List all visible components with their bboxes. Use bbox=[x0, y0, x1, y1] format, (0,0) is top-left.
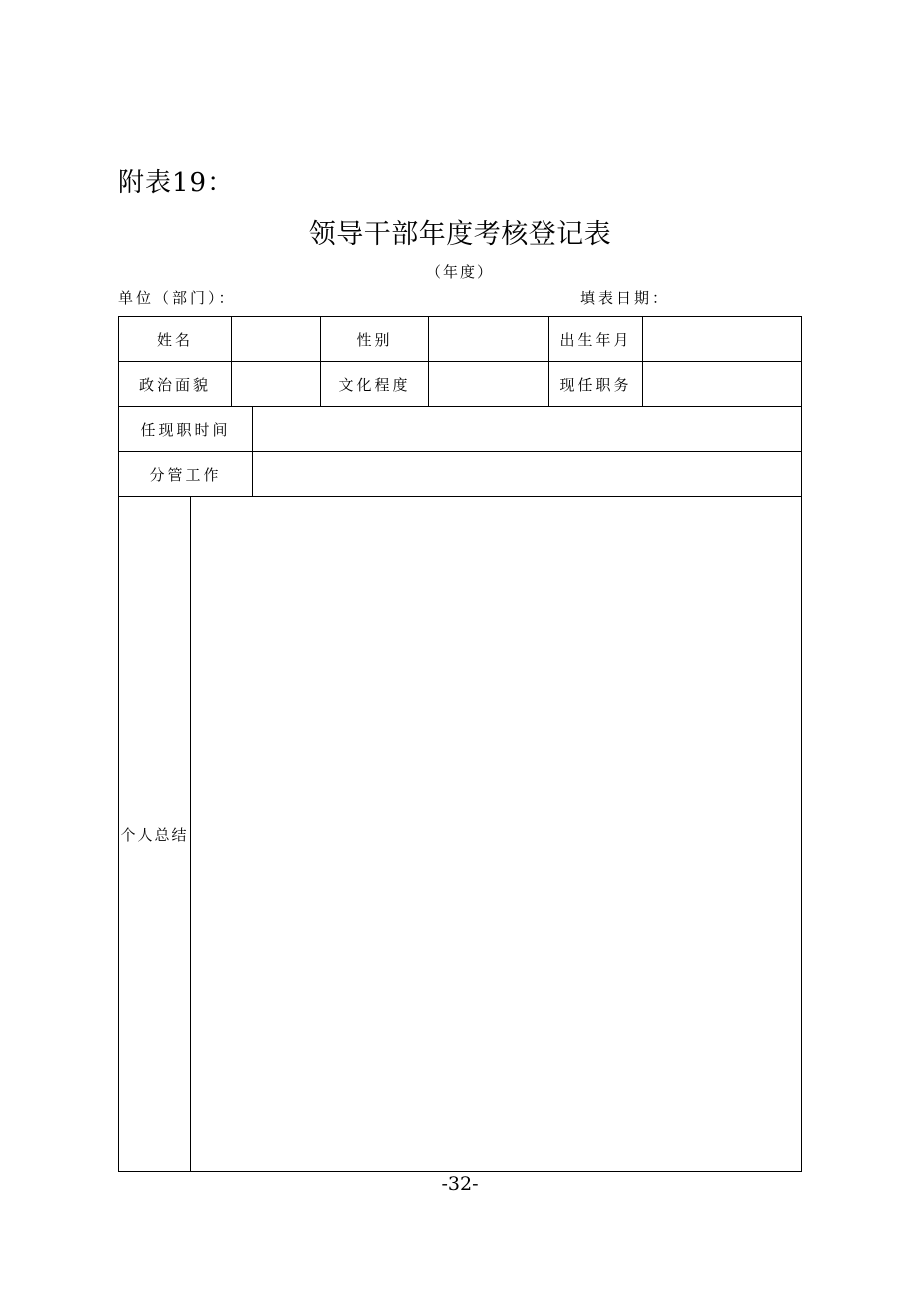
summary-label: 个人总结 bbox=[119, 497, 191, 1172]
year-label: （年度） bbox=[425, 263, 494, 281]
current-post-value-cell[interactable] bbox=[643, 362, 802, 407]
unit-label: 单位（部门）： bbox=[118, 289, 237, 307]
fill-date-label: 填表日期： bbox=[580, 289, 671, 307]
form-row-responsibility bbox=[119, 452, 802, 497]
birth-label: 出生年月 bbox=[549, 317, 643, 362]
responsibility-label: 分管工作 bbox=[119, 452, 253, 497]
name-value-cell[interactable] bbox=[232, 317, 321, 362]
name-label: 姓名 bbox=[119, 317, 232, 362]
responsibility-value-cell[interactable] bbox=[253, 452, 802, 497]
current-post-label: 现任职务 bbox=[549, 362, 643, 407]
page-number: -32- bbox=[441, 1173, 479, 1195]
appendix-label: 附表19： bbox=[118, 168, 235, 198]
education-label: 文化程度 bbox=[321, 362, 429, 407]
form-row-summary bbox=[119, 497, 802, 1172]
post-time-value-cell[interactable] bbox=[253, 407, 802, 452]
birth-value-cell[interactable] bbox=[643, 317, 802, 362]
education-value-cell[interactable] bbox=[429, 362, 549, 407]
post-time-label: 任现职时间 bbox=[119, 407, 253, 452]
form-title: 领导干部年度考核登记表 bbox=[308, 219, 612, 250]
form-row-background bbox=[119, 362, 802, 407]
form-row-post-time bbox=[119, 407, 802, 452]
summary-value-cell[interactable] bbox=[191, 497, 802, 1172]
registration-form-table bbox=[118, 316, 802, 1172]
political-value-cell[interactable] bbox=[232, 362, 321, 407]
gender-value-cell[interactable] bbox=[429, 317, 549, 362]
gender-label: 性别 bbox=[321, 317, 429, 362]
political-label: 政治面貌 bbox=[119, 362, 232, 407]
form-row-basic bbox=[119, 317, 802, 362]
